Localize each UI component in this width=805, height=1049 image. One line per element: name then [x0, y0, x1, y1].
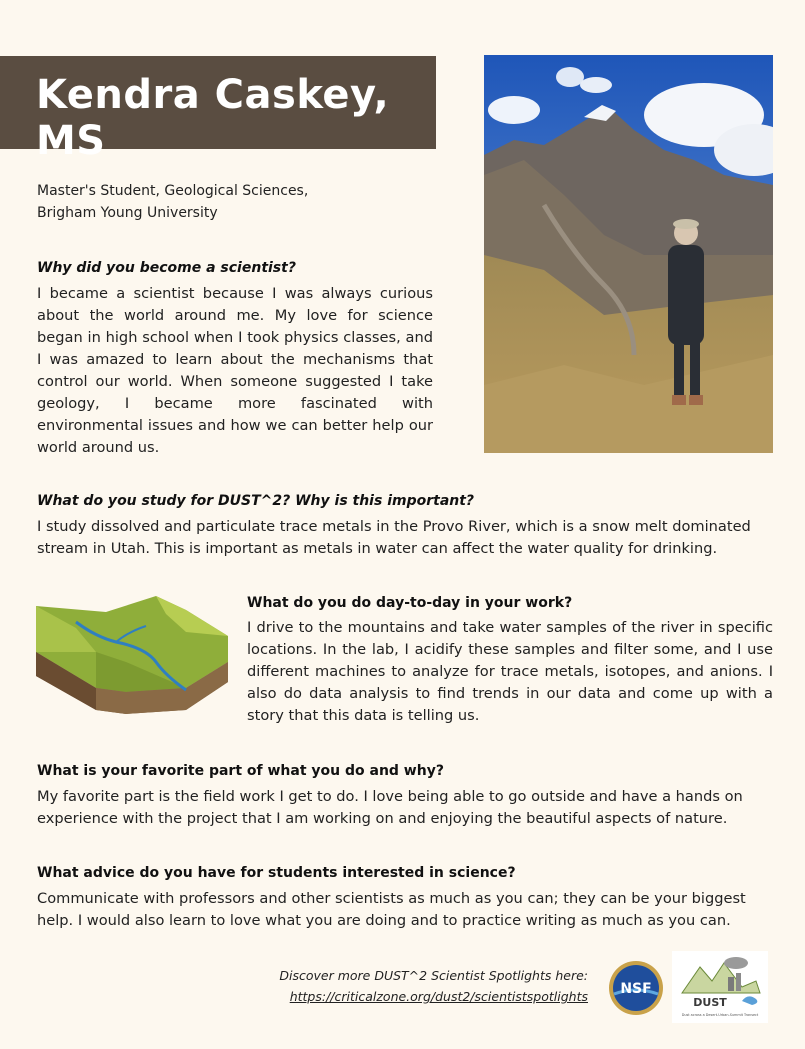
- dust-logo-text: DUST: [693, 996, 727, 1009]
- field-photo: [484, 55, 773, 453]
- watershed-illustration: [36, 592, 228, 728]
- question-3: What do you do day-to-day in your work?: [247, 595, 573, 611]
- footer: [279, 965, 588, 1007]
- nsf-logo: [608, 960, 664, 1016]
- dust-logo: [672, 951, 768, 1023]
- nsf-logo-text: NSF: [620, 981, 652, 997]
- question-5: What advice do you have for students interested in science?: [37, 865, 516, 881]
- page-title: Kendra Caskey, MS: [36, 72, 390, 164]
- affiliation-line-1: Master's Student, Geological Sciences,: [37, 183, 309, 199]
- answer-4: My favorite part is the field work I get to do. I love being able to go outside and have a hands on experience with the project that I am working on and enjoying the beautiful aspects of nature.: [37, 788, 743, 827]
- question-1: Why did you become a scientist?: [37, 260, 296, 276]
- footer-link[interactable]: https://criticalzone.org/dust2/scientistspotlights: [289, 989, 588, 1004]
- footer-text: Discover more DUST^2 Scientist Spotlights here:: [279, 968, 588, 983]
- dust-logo-tagline: Dust across a Desert-Urban-Summit Transect: [681, 1013, 759, 1017]
- answer-1: I became a scientist because I was always curious about the world around me. My love for science began in high school when I took physics classes, and I was amazed to learn about the mechanisms that control our world. When someone suggested I take geology, I became more fascinated with environmental issues and how we can better help our world around us.: [37, 285, 433, 456]
- title-banner: [0, 56, 436, 164]
- question-4: What is your favorite part of what you do and why?: [37, 763, 444, 779]
- affiliation: [37, 180, 308, 224]
- affiliation-line-2: Brigham Young University: [37, 205, 218, 221]
- question-2: What do you study for DUST^2? Why is this important?: [37, 493, 475, 509]
- answer-2: I study dissolved and particulate trace metals in the Provo River, which is a snow melt dominated stream in Utah. This is important as metals in water can affect the water quality for drinking.: [37, 518, 751, 557]
- answer-5: Communicate with professors and other scientists as much as you can; they can be your biggest help. I would also learn to love what you are doing and to practice writing as much as you can.: [37, 890, 746, 929]
- answer-3: I drive to the mountains and take water samples of the river in specific locations. In the lab, I acidify these samples and filter some, and I use different machines to analyze for trace metals, isotopes, and anions. I also do data analysis to find trends in our data and come up with a story that this data is telling us.: [247, 619, 773, 724]
